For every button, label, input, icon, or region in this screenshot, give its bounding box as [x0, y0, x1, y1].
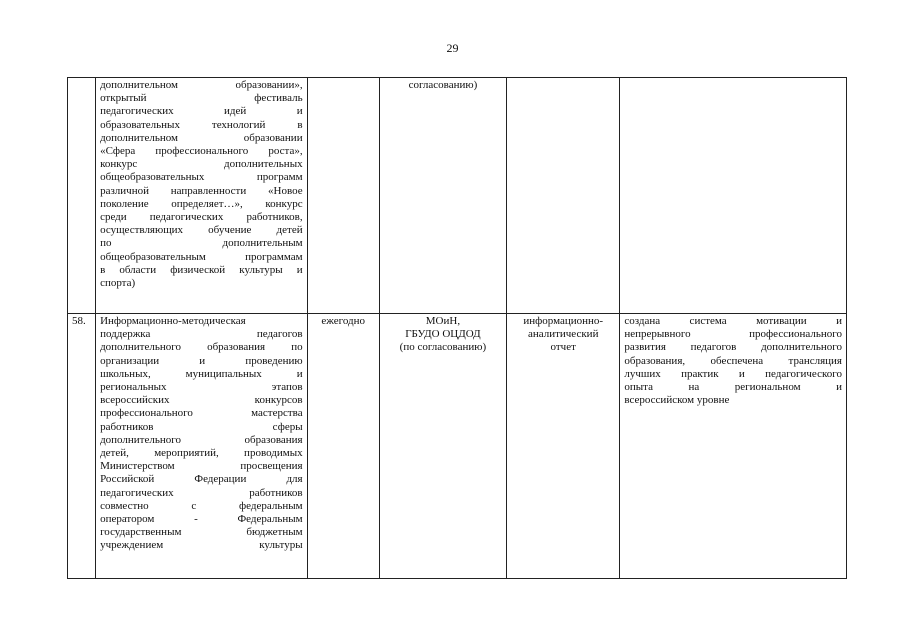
- activity-name-cell: [96, 78, 308, 314]
- effect-line: развития педагогов дополнительного: [624, 341, 842, 354]
- activity-name-line: региональных этапов: [100, 381, 303, 394]
- term-cell: [307, 78, 379, 314]
- activity-name-line: по дополнительным: [100, 237, 303, 250]
- activity-name-line: образовательных технологий в: [100, 118, 303, 131]
- activity-name-line: государственным бюджетным: [100, 526, 303, 539]
- activity-name-line: спорта): [100, 277, 136, 290]
- executor-line: МОиН,: [425, 315, 461, 327]
- activity-name-line: совместно с федеральным: [100, 499, 303, 512]
- activity-name-line: всероссийских конкурсов: [100, 394, 303, 407]
- activity-name-line: работников сферы: [100, 420, 303, 433]
- activity-name-line: учреждением культуры: [100, 539, 303, 552]
- activity-name-line: школьных, муниципальных и: [100, 367, 303, 380]
- table-row: [68, 314, 847, 579]
- activity-name-line: поддержка педагогов: [100, 328, 303, 341]
- activity-name-line: Информационно-методическая: [100, 315, 246, 327]
- row-number-cell: [68, 78, 96, 314]
- executor-line: согласованию): [408, 79, 478, 91]
- page-number: 29: [446, 41, 459, 55]
- result-line: аналитический: [527, 328, 599, 341]
- activity-name-line: дополнительном образовании»,: [100, 79, 303, 91]
- result-cell: [507, 78, 620, 314]
- term-cell: ежегодно: [307, 314, 379, 579]
- activity-name-line: детей, мероприятий, проводимых: [100, 447, 303, 460]
- activity-name-line: оператором - Федеральным: [100, 513, 303, 526]
- executor-line: ГБУДО ОЦДОД: [405, 328, 481, 341]
- result-line: информационно-: [523, 315, 604, 327]
- row-number-cell: 58.: [68, 314, 96, 579]
- activity-name-line: дополнительного образования: [100, 433, 303, 446]
- activity-name-line: среди педагогических работников,: [100, 211, 303, 224]
- activity-name-line: дополнительного образования по: [100, 341, 303, 354]
- result-line: отчет: [550, 341, 576, 354]
- activity-name-line: конкурс дополнительных: [100, 158, 303, 171]
- executor-cell: [379, 314, 506, 579]
- effect-line: всероссийском уровне: [624, 394, 730, 407]
- activity-name-line: профессионального мастерства: [100, 407, 303, 420]
- activity-name-line: «Сфера профессионального роста»,: [100, 145, 303, 158]
- activity-name-line: поколение определяет…», конкурс: [100, 197, 303, 210]
- activity-name-line: открытый фестиваль: [100, 92, 303, 105]
- plan-table: [67, 77, 847, 579]
- effect-cell: [620, 78, 847, 314]
- activity-name-line: общеобразовательных программ: [100, 171, 303, 184]
- effect-line: непрерывного профессионального: [624, 328, 842, 341]
- activity-name-line: в области физической культуры и: [100, 263, 303, 276]
- executor-line: (по согласованию): [399, 341, 487, 354]
- result-cell: [507, 314, 620, 579]
- effect-line: лучших практик и педагогического: [624, 367, 842, 380]
- activity-name-line: Министерством просвещения: [100, 460, 303, 473]
- activity-name-line: организации и проведению: [100, 354, 303, 367]
- effect-cell: [620, 314, 847, 579]
- activity-name-cell: [96, 314, 308, 579]
- effect-line: образования, обеспечена трансляция: [624, 354, 842, 367]
- activity-name-line: дополнительном образовании: [100, 131, 303, 144]
- activity-name-line: осуществляющих обучение детей: [100, 224, 303, 237]
- executor-cell: [379, 78, 506, 314]
- activity-name-line: Российской Федерации для: [100, 473, 303, 486]
- activity-name-line: различной направленности «Новое: [100, 184, 303, 197]
- table-row: [68, 78, 847, 314]
- activity-name-line: педагогических работников: [100, 486, 303, 499]
- effect-line: создана система мотивации и: [624, 315, 842, 327]
- effect-line: опыта на региональном и: [624, 381, 842, 394]
- activity-name-line: педагогических идей и: [100, 105, 303, 118]
- activity-name-line: общеобразовательным программам: [100, 250, 303, 263]
